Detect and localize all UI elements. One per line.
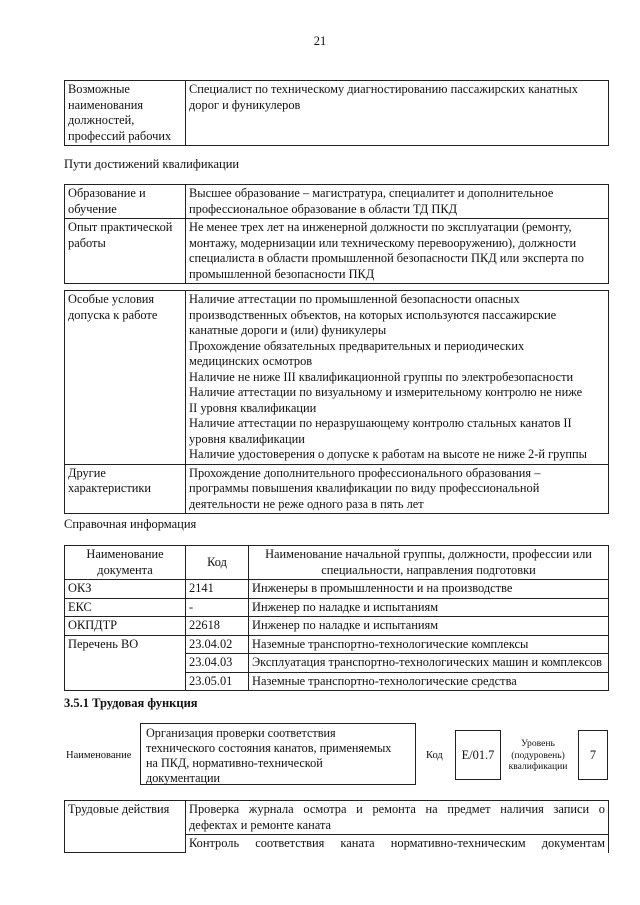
table-row (65, 635, 609, 654)
job-titles-value: Специалист по техническому диагностированию пассажирских канатных дорог и фуникулеров (186, 81, 609, 146)
level-label: Уровень (подуровень) квалификации (508, 738, 568, 772)
table-row (65, 219, 609, 284)
level-value-box: 7 (578, 730, 608, 780)
row-value: Не менее трех лет на инженерной должности по эксплуатации (ремонту, монтажу, модернизации или техническому перевооружению), должности специалиста в области промышленной безопасности ПКД или эксперта по промышленной безопасности ПКД (186, 219, 609, 284)
job-titles-table (64, 80, 609, 146)
cell-doc: ЕКС (65, 598, 186, 617)
row-value: Прохождение дополнительного профессионального образования – программы повышения квалификации по виду профессиональной деятельности не реже одного раза в пять лет (186, 464, 609, 514)
education-table (64, 184, 609, 284)
table-row (65, 464, 609, 514)
row-label: Образование и обучение (65, 185, 186, 219)
table-row (65, 185, 609, 219)
header-code: Код (186, 546, 249, 580)
cell-doc: ОКЗ (65, 580, 186, 599)
row-label: Опыт практической работы (65, 219, 186, 284)
table-row (65, 598, 609, 617)
cell-code: 22618 (186, 617, 249, 636)
table-header-row (65, 546, 609, 580)
cell-code: 23.04.03 (186, 654, 249, 673)
conditions-table (64, 290, 609, 514)
cell-code: 23.04.02 (186, 635, 249, 654)
page-number: 21 (313, 34, 327, 48)
table-row (65, 580, 609, 599)
function-name-label: Наименование (66, 750, 132, 761)
reference-table (64, 545, 609, 691)
cell-name: Инженеры в промышленности и на производстве (249, 580, 609, 599)
job-titles-label: Возможные наименования должностей, профессий рабочих (65, 81, 186, 146)
labor-action-item: Контроль соответствия каната нормативно-техническим документам (186, 835, 609, 853)
row-value: Высшее образование – магистратура, специалитет и дополнительное профессиональное образование в области ТД ПКД (186, 185, 609, 219)
code-value-box: E/01.7 (455, 730, 501, 780)
cell-name: Наземные транспортно-технологические средства (249, 672, 609, 691)
code-label: Код (426, 750, 443, 761)
cell-name: Инженер по наладке и испытаниям (249, 617, 609, 636)
paths-heading: Пути достижений квалификации (64, 157, 240, 171)
cell-doc: ОКПДТР (65, 617, 186, 636)
table-row (65, 291, 609, 465)
cell-code: 2141 (186, 580, 249, 599)
table-row (65, 81, 609, 146)
labor-actions-label: Трудовые действия (65, 801, 186, 853)
cell-name: Инженер по наладке и испытаниям (249, 598, 609, 617)
row-value: Наличие аттестации по промышленной безопасности опасных производственных объектов, на которых используются пассажирские канатные дороги и (или) фуникулеры Прохождение обязательных предварительных и периодических медицинских осмотров Наличие не ниже III квалификационной группы по электробезопасности Наличие аттестации по визуальному и измерительному контролю не ниже II уровня квалификации Наличие аттестации по неразрушающему контролю стальных канатов II уровня квалификации Наличие удостоверения о допуске к работам на высоте не ниже 2-й группы (186, 291, 609, 465)
labor-action-item: Проверка журнала осмотра и ремонта на предмет наличия записи о дефектах и ремонте каната (186, 801, 609, 835)
cell-doc: Перечень ВО (65, 635, 186, 691)
cell-code: 23.05.01 (186, 672, 249, 691)
row-label: Другие характеристики (65, 464, 186, 514)
cell-name: Наземные транспортно-технологические комплексы (249, 635, 609, 654)
function-heading: 3.5.1 Трудовая функция (64, 696, 198, 710)
cell-code: - (186, 598, 249, 617)
function-name-box: Организация проверки соответствия технического состояния канатов, применяемых на ПКД, нормативно-технической документации (140, 723, 416, 785)
row-label: Особые условия допуска к работе (65, 291, 186, 465)
header-document: Наименование документа (65, 546, 186, 580)
header-name: Наименование начальной группы, должности, профессии или специальности, направления подготовки (249, 546, 609, 580)
table-row (65, 617, 609, 636)
reference-heading: Справочная информация (64, 517, 197, 531)
cell-name: Эксплуатация транспортно-технологических машин и комплексов (249, 654, 609, 673)
labor-actions-table (64, 800, 609, 853)
table-row (65, 801, 609, 835)
